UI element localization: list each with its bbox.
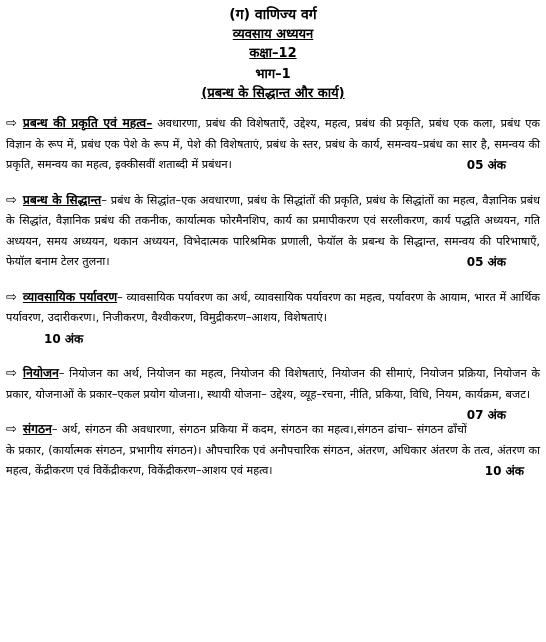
- subject-heading: व्यवसाय अध्ययन: [232, 27, 314, 42]
- arrow-icon: ⇨: [6, 116, 17, 131]
- section-body: – अर्थ, संगठन की अवधारणा, संगठन प्रकिया में कदम, संगठन का महत्व।,संगठन ढांचा– संगठन ढाँचों के प्रकार, (कार्यात्मक संगठन, प्रभागीय संगठन)। औपचारिक एवं अनौपचारिक संगठन, अंतरण, अधिकार अंतरण के तत्व, अंतरण का महत्व, केंद्रीकरण एवं विकेंद्रीकरण, विकेंद्रीकरण–आशय एवं महत्व।: [6, 423, 540, 477]
- section-body: – व्यावसायिक पर्यावरण का अर्थ, व्यावसायिक पर्यावरण का महत्व, पर्यावरण के आयाम, भारत में आर्थिक पर्यावरण, उदारीकरण।, निजीकरण, वैश्वीकरण, विमुद्रीकरण–आशय, विशेषताएं।: [6, 290, 540, 324]
- section-title: नियोजन: [22, 366, 59, 380]
- arrow-icon: ⇨: [6, 289, 17, 305]
- section-title: प्रबन्ध की प्रकृति एवं महत्व–: [22, 116, 153, 130]
- section-nature-of-management: [6, 113, 540, 176]
- section-title: संगठन: [22, 422, 52, 436]
- section-marks: 05 अंक: [466, 158, 506, 172]
- class-heading: कक्षा–12: [249, 46, 297, 61]
- section-marks: 07 अंक: [466, 408, 506, 422]
- section-marks: 10 अंक: [44, 331, 84, 346]
- arrow-icon: ⇨: [6, 366, 17, 381]
- stream-heading: (ग) वाणिज्य वर्ग: [229, 7, 317, 23]
- section-organising: [6, 419, 540, 482]
- section-body: – प्रबंध के सिद्धांत–एक अवधारणा, प्रबंध के सिद्धांतों की प्रकृति, प्रबंध के सिद्धांतों का महत्व, वैज्ञानिक प्रबंध के सिद्धांत, वैज्ञानिक प्रबंध की तकनीक, कार्यात्मक फोरमैनशिप, कार्य का प्रमापीकरण एवं सरलीकरण, कार्य पद्धति अध्ययन, गति अध्ययन, समय अध्ययन, थकान अध्ययन, विभेदात्मक पारिश्रमिक प्रणाली, फेयॉल के प्रबन्ध के सिद्धान्त, समन्वय की परिभाषाएँ, फेयॉल बनाम टेलर तुलना।: [6, 193, 540, 268]
- section-body: – नियोजन का अर्थ, नियोजन का महत्व, नियोजन की विशेषताएं, नियोजन की सीमाएं, नियोजन प्रक्रिया, नियोजन के प्रकार, योजनाओं के प्रकार–एकल प्रयोग योजना।, स्थायी योजना– उद्देश्य, व्यूह–रचना, नीति, प्रकिया, विधि, नियम, कार्यक्रम, बजट।: [6, 367, 540, 401]
- section-principles-of-management: [6, 190, 540, 273]
- part-heading: भाग–1: [255, 67, 291, 82]
- section-marks: 10 अंक: [484, 464, 524, 478]
- section-business-environment: [6, 287, 540, 350]
- arrow-icon: ⇨: [6, 192, 17, 208]
- section-title: व्यावसायिक पर्यावरण: [22, 289, 118, 304]
- document-header: [6, 6, 540, 103]
- section-body: अवधारणा, प्रबंध की विशेषताएँ, उद्देश्य, महत्व, प्रबंध की प्रकृति, प्रबंध एक कला, प्रबंध एक विज्ञान के रूप में, प्रबंध एक पेशे के रूप में, पेशे की विशेषताएं, प्रबंध के स्तर, प्रबंध के कार्य, समन्वय–प्रबंध का सार है, समन्वय की प्रकृति, समन्वय का महत्व, इक्कीसवीं शताब्दी में प्रबंधन।: [6, 117, 540, 171]
- section-marks: 05 अंक: [466, 255, 506, 269]
- arrow-icon: ⇨: [6, 422, 17, 437]
- section-planning: [6, 363, 540, 422]
- section-title: प्रबन्ध के सिद्धान्त: [22, 192, 102, 207]
- part-subtitle: (प्रबन्ध के सिद्धान्त और कार्य): [201, 86, 345, 101]
